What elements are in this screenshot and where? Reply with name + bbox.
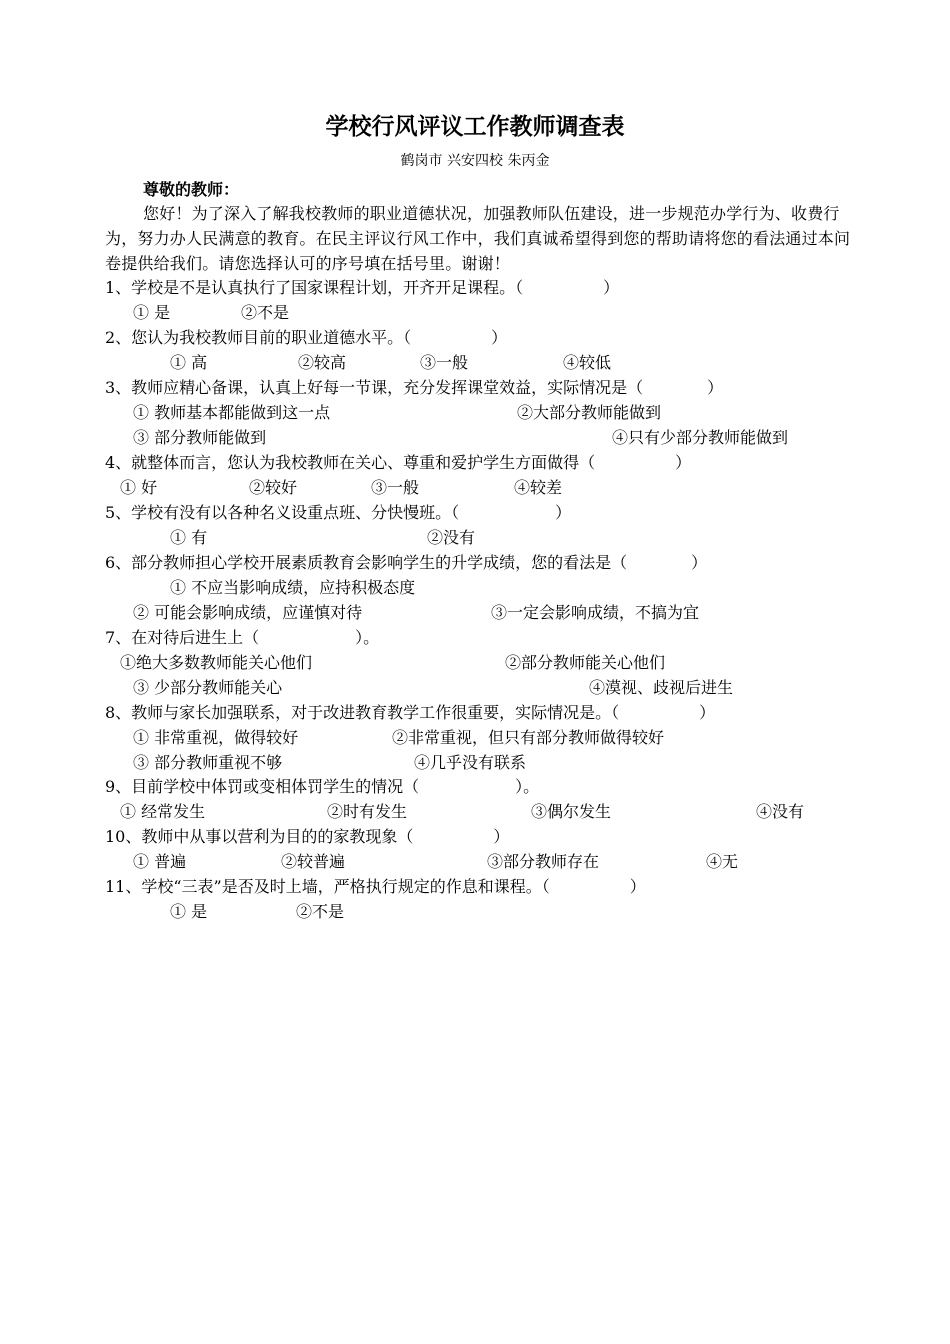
question-4: 4、就整体而言，您认为我校教师在关心、尊重和爱护学生方面做得（ ）	[105, 453, 692, 472]
option-9-2: ②时有发生	[327, 802, 408, 821]
option-4-4: ④较差	[514, 478, 563, 497]
option-8-1: ① 非常重视，做得较好	[133, 728, 299, 747]
option-7-3: ③ 少部分教师能关心	[133, 678, 283, 697]
question-10: 10、教师中从事以营利为目的的家教现象（ ）	[105, 827, 510, 846]
question-7: 7、在对待后进生上（ ）。	[105, 628, 380, 647]
option-3-4: ④只有少部分教师能做到	[612, 428, 789, 447]
option-7-1: ①绝大多数教师能关心他们	[120, 653, 313, 672]
option-8-2: ②非常重视，但只有部分教师做得较好	[392, 728, 665, 747]
option-9-3: ③偶尔发生	[531, 802, 612, 821]
option-8-4: ④几乎没有联系	[414, 753, 527, 772]
option-1-1: ① 是	[133, 303, 171, 322]
option-7-4: ④漠视、歧视后进生	[589, 678, 734, 697]
question-11: 11、学校“三表”是否及时上墙，严格执行规定的作息和课程。（ ）	[105, 877, 646, 896]
question-3: 3、教师应精心备课，认真上好每一节课，充分发挥课堂效益，实际情况是（ ）	[105, 378, 724, 397]
option-11-1: ① 是	[170, 902, 208, 921]
option-3-1: ① 教师基本都能做到这一点	[133, 403, 331, 422]
option-5-1: ① 有	[170, 528, 208, 547]
question-8: 8、教师与家长加强联系，对于改进教育教学工作很重要，实际情况是。（ ）	[105, 703, 716, 722]
option-2-2: ②较高	[298, 353, 347, 372]
option-8-3: ③ 部分教师重视不够	[133, 753, 283, 772]
option-10-4: ④无	[706, 852, 739, 871]
page-title: 学校行风评议工作教师调查表	[325, 114, 625, 140]
question-9: 9、目前学校中体罚或变相体罚学生的情况（ ）。	[105, 777, 540, 796]
intro-paragraph: 您好！为了深入了解我校教师的职业道德状况，加强教师队伍建设，进一步规范办学行为、收费行为，努力办人民满意的教育。在民主评议行风工作中，我们真诚希望得到您的帮助请将您的看法通过本问卷提供给我们。请您选择认可的序号填在括号里。谢谢！	[105, 204, 851, 273]
option-2-4: ④较低	[563, 353, 612, 372]
option-5-2: ②没有	[427, 528, 476, 547]
question-6: 6、部分教师担心学校开展素质教育会影响学生的升学成绩，您的看法是（ ）	[105, 553, 708, 572]
question-1: 1、学校是不是认真执行了国家课程计划，开齐开足课程。（ ）	[105, 278, 620, 297]
greeting: 尊敬的教师：	[143, 180, 240, 199]
option-4-3: ③一般	[371, 478, 420, 497]
option-10-3: ③部分教师存在	[487, 852, 600, 871]
option-6-2: ② 可能会影响成绩，应谨慎对待	[133, 603, 363, 622]
option-2-1: ① 高	[170, 353, 208, 372]
option-4-1: ① 好	[120, 478, 158, 497]
option-9-4: ④没有	[756, 802, 805, 821]
option-6-1: ① 不应当影响成绩，应持积极态度	[170, 578, 416, 597]
author-line: 鹤岗市 兴安四校 朱丙金	[400, 153, 550, 169]
option-4-2: ②较好	[249, 478, 298, 497]
option-1-2: ②不是	[241, 303, 290, 322]
option-2-3: ③一般	[420, 353, 469, 372]
option-7-2: ②部分教师能关心他们	[505, 653, 666, 672]
option-11-2: ②不是	[296, 902, 345, 921]
question-5: 5、学校有没有以各种名义设重点班、分快慢班。（ ）	[105, 503, 572, 522]
option-3-3: ③ 部分教师能做到	[133, 428, 267, 447]
option-10-2: ②较普遍	[281, 852, 346, 871]
option-9-1: ① 经常发生	[120, 802, 206, 821]
option-6-3: ③一定会影响成绩，不搞为宜	[491, 603, 700, 622]
question-2: 2、您认为我校教师目前的职业道德水平。（ ）	[105, 328, 508, 347]
option-10-1: ① 普遍	[133, 852, 187, 871]
option-3-2: ②大部分教师能做到	[517, 403, 662, 422]
